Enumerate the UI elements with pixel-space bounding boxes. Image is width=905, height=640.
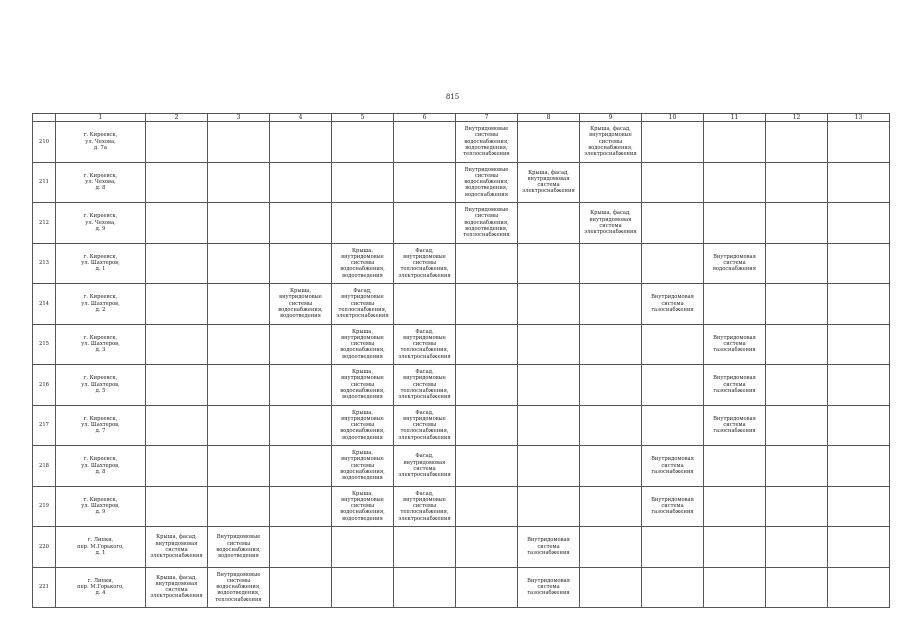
work-text: Внутридомовая система газоснабжения — [713, 375, 756, 394]
work-cell — [580, 567, 642, 608]
work-cell — [766, 203, 828, 244]
work-cell — [766, 567, 828, 608]
address-text: г. Киреевск, ул. Чехова, д. 9 — [83, 213, 118, 232]
work-cell — [394, 122, 456, 163]
address-cell — [56, 243, 146, 284]
work-cell — [456, 243, 518, 284]
work-cell — [828, 122, 890, 163]
work-cell — [146, 162, 208, 203]
table-row — [33, 122, 890, 163]
work-cell — [642, 243, 704, 284]
work-cell — [828, 486, 890, 527]
work-text: Крыша, фасад, внутридомовая система электроснабжения — [150, 574, 203, 600]
work-cell — [332, 203, 394, 244]
work-cell — [394, 446, 456, 487]
work-cell — [146, 203, 208, 244]
work-cell — [828, 203, 890, 244]
work-cell — [766, 284, 828, 325]
work-cell — [704, 486, 766, 527]
table-row — [33, 527, 890, 568]
work-cell — [828, 405, 890, 446]
work-cell — [456, 446, 518, 487]
work-cell — [518, 405, 580, 446]
address-cell — [56, 324, 146, 365]
work-cell — [146, 527, 208, 568]
table-row — [33, 203, 890, 244]
work-cell — [270, 324, 332, 365]
work-cell — [642, 324, 704, 365]
address-text: г. Киреевск, ул. Шахтеров, д. 2 — [81, 294, 120, 313]
work-text: Внутридомовая система газоснабжения — [527, 537, 570, 556]
work-cell — [642, 527, 704, 568]
work-cell — [270, 527, 332, 568]
work-cell — [270, 284, 332, 325]
work-cell — [270, 203, 332, 244]
work-cell — [146, 405, 208, 446]
work-cell — [456, 122, 518, 163]
address-text: г. Киреевск, ул. Шахтеров, д. 7 — [81, 415, 120, 435]
work-cell — [642, 567, 704, 608]
work-text: Фасад, внутридомовые системы теплоснабжения, электроснабжения — [398, 247, 451, 279]
work-cell — [208, 122, 270, 163]
work-cell — [146, 567, 208, 608]
table-row — [33, 486, 890, 527]
table-body — [33, 122, 890, 608]
work-cell — [642, 162, 704, 203]
work-text: Крыша, внутридомовые системы водоснабжения, водоотведения — [340, 490, 385, 522]
work-cell — [146, 486, 208, 527]
work-cell — [208, 284, 270, 325]
work-text: Фасад, внутридомовые системы теплоснабжения, электроснабжения — [398, 328, 451, 360]
work-text: Крыша, внутридомовые системы водоснабжения, водоотведения — [278, 288, 323, 320]
work-cell — [332, 446, 394, 487]
work-cell — [828, 284, 890, 325]
work-cell — [642, 365, 704, 406]
work-cell — [394, 486, 456, 527]
work-text: Внутридомовая система газоснабжения — [651, 456, 694, 475]
work-cell — [394, 162, 456, 203]
column-header: 1 — [56, 114, 146, 122]
page-number: 815 — [445, 93, 460, 101]
row-number: 219 — [33, 486, 56, 527]
work-cell — [394, 203, 456, 244]
work-text: Крыша, фасад, внутридомовая система электроснабжения — [522, 169, 575, 195]
work-cell — [146, 284, 208, 325]
work-cell — [518, 122, 580, 163]
address-text: г. Киреевск, ул. Шахтеров, д. 8 — [81, 456, 120, 475]
work-cell — [394, 567, 456, 608]
work-text: Фасад, внутридомовые системы теплоснабжения, электроснабжения — [398, 490, 451, 522]
work-cell — [580, 365, 642, 406]
work-cell — [828, 162, 890, 203]
address-cell — [56, 527, 146, 568]
row-number: 220 — [33, 527, 56, 568]
work-cell — [828, 446, 890, 487]
work-cell — [642, 284, 704, 325]
work-text: Фасад, внутридомовая система электроснабжения — [398, 453, 451, 478]
work-cell — [270, 567, 332, 608]
work-cell — [332, 284, 394, 325]
work-text: Крыша, фасад, внутридомовая система электроснабжения — [150, 534, 203, 559]
work-cell — [518, 284, 580, 325]
work-cell — [580, 324, 642, 365]
work-text: Крыша, фасад, внутридомовые системы водоснабжения, электроснабжения — [584, 126, 637, 158]
address-cell — [56, 446, 146, 487]
work-cell — [518, 446, 580, 487]
work-cell — [332, 405, 394, 446]
work-cell — [208, 324, 270, 365]
work-cell — [704, 324, 766, 365]
work-cell — [580, 486, 642, 527]
work-text: Фасад, внутридомовые системы теплоснабжения, электроснабжения — [398, 409, 451, 441]
work-cell — [208, 446, 270, 487]
row-number: 211 — [33, 162, 56, 203]
work-cell — [270, 486, 332, 527]
work-cell — [704, 122, 766, 163]
work-cell — [704, 446, 766, 487]
work-cell — [456, 486, 518, 527]
work-cell — [270, 162, 332, 203]
work-cell — [394, 243, 456, 284]
address-cell — [56, 162, 146, 203]
work-cell — [394, 324, 456, 365]
work-cell — [704, 162, 766, 203]
work-cell — [146, 324, 208, 365]
column-header: 13 — [828, 114, 890, 122]
column-header: 2 — [146, 114, 208, 122]
address-cell — [56, 486, 146, 527]
work-cell — [332, 527, 394, 568]
work-text: Крыша, внутридомовые системы водоснабжения, водоотведения — [340, 369, 385, 401]
address-text: г. Киреевск, ул. Шахтеров, д. 1 — [81, 253, 120, 273]
row-number: 218 — [33, 446, 56, 487]
column-header: 7 — [456, 114, 518, 122]
column-header: 6 — [394, 114, 456, 122]
work-text: Крыша, фасад, внутридомовая система электроснабжения — [584, 210, 637, 235]
work-cell — [208, 405, 270, 446]
work-cell — [208, 243, 270, 284]
work-cell — [146, 243, 208, 284]
work-cell — [208, 527, 270, 568]
address-text: г. Киреевск, ул. Чехова, д. 8 — [83, 172, 118, 192]
work-cell — [518, 365, 580, 406]
repair-schedule-table — [32, 113, 890, 608]
work-cell — [332, 365, 394, 406]
table-row — [33, 284, 890, 325]
work-text: Крыша, внутридомовые системы водоснабжения, водоотведения — [340, 247, 385, 279]
work-cell — [270, 405, 332, 446]
work-cell — [766, 486, 828, 527]
address-cell — [56, 203, 146, 244]
work-cell — [704, 203, 766, 244]
work-cell — [146, 122, 208, 163]
work-cell — [332, 243, 394, 284]
work-cell — [518, 203, 580, 244]
work-cell — [146, 446, 208, 487]
work-cell — [394, 365, 456, 406]
work-text: Внутридомовая система газоснабжения — [651, 294, 694, 313]
address-text: г. Липки, пер. М.Горького, д. 4 — [77, 577, 124, 597]
work-cell — [518, 324, 580, 365]
work-cell — [518, 486, 580, 527]
work-cell — [828, 365, 890, 406]
work-text: Внутридомовые системы водоснабжения, водоотведения, теплоснабжения — [215, 571, 262, 603]
work-text: Фасад, внутридомовые системы теплоснабжения, электроснабжения — [336, 288, 389, 320]
column-header: 8 — [518, 114, 580, 122]
work-cell — [766, 405, 828, 446]
table-row — [33, 405, 890, 446]
address-cell — [56, 122, 146, 163]
work-cell — [394, 527, 456, 568]
header-row — [33, 114, 890, 122]
work-cell — [580, 162, 642, 203]
work-cell — [394, 284, 456, 325]
address-text: г. Киреевск, ул. Шахтеров, д. 3 — [81, 334, 120, 354]
work-cell — [580, 284, 642, 325]
table-row — [33, 324, 890, 365]
row-number: 213 — [33, 243, 56, 284]
row-number: 212 — [33, 203, 56, 244]
work-cell — [518, 527, 580, 568]
address-text: г. Киреевск, ул. Шахтеров, д. 9 — [81, 496, 120, 516]
work-cell — [642, 203, 704, 244]
work-cell — [766, 324, 828, 365]
work-text: Крыша, внутридомовые системы водоснабжения, водоотведения — [340, 328, 385, 360]
work-cell — [828, 243, 890, 284]
column-header-num — [33, 114, 56, 122]
table-row — [33, 567, 890, 608]
work-cell — [518, 162, 580, 203]
work-cell — [704, 567, 766, 608]
work-cell — [518, 243, 580, 284]
work-cell — [580, 203, 642, 244]
work-cell — [704, 527, 766, 568]
work-cell — [270, 365, 332, 406]
work-cell — [518, 567, 580, 608]
address-cell — [56, 567, 146, 608]
address-cell — [56, 284, 146, 325]
work-text: Внутридомовая система водоснабжения — [713, 253, 756, 273]
work-cell — [270, 122, 332, 163]
row-number: 214 — [33, 284, 56, 325]
address-cell — [56, 365, 146, 406]
work-text: Внутридомовые системы водоснабжения, водоотведения — [216, 534, 261, 559]
work-cell — [270, 243, 332, 284]
row-number: 215 — [33, 324, 56, 365]
work-cell — [456, 162, 518, 203]
work-text: Внутридомовые системы водоснабжения, водоотведения, теплоснабжения — [463, 126, 510, 158]
work-cell — [332, 122, 394, 163]
work-text: Внутридомовая система газоснабжения — [651, 496, 694, 516]
work-cell — [332, 486, 394, 527]
work-cell — [208, 486, 270, 527]
work-text: Фасад, внутридомовые системы теплоснабжения, электроснабжения — [398, 369, 451, 401]
work-cell — [208, 203, 270, 244]
work-cell — [580, 405, 642, 446]
row-number: 210 — [33, 122, 56, 163]
work-cell — [208, 365, 270, 406]
work-text: Внутридомовая система газоснабжения — [713, 415, 756, 435]
work-cell — [208, 162, 270, 203]
table-row — [33, 446, 890, 487]
column-header: 12 — [766, 114, 828, 122]
column-header: 5 — [332, 114, 394, 122]
table-row — [33, 162, 890, 203]
work-cell — [580, 122, 642, 163]
work-cell — [580, 446, 642, 487]
row-number: 221 — [33, 567, 56, 608]
work-cell — [828, 527, 890, 568]
work-cell — [766, 122, 828, 163]
work-text: Внутридомовая система газоснабжения — [527, 577, 570, 597]
work-cell — [642, 405, 704, 446]
work-cell — [208, 567, 270, 608]
work-cell — [766, 527, 828, 568]
work-cell — [270, 446, 332, 487]
column-header: 3 — [208, 114, 270, 122]
work-cell — [394, 405, 456, 446]
row-number: 216 — [33, 365, 56, 406]
address-text: г. Липки, пер. М.Горького, д. 1 — [77, 537, 124, 556]
table-row — [33, 365, 890, 406]
work-cell — [456, 284, 518, 325]
column-header: 9 — [580, 114, 642, 122]
work-cell — [332, 162, 394, 203]
column-header: 10 — [642, 114, 704, 122]
work-text: Крыша, внутридомовые системы водоснабжения, водоотведения — [340, 450, 385, 482]
work-cell — [766, 365, 828, 406]
work-cell — [642, 486, 704, 527]
work-cell — [580, 527, 642, 568]
work-cell — [332, 567, 394, 608]
work-cell — [704, 284, 766, 325]
work-cell — [456, 203, 518, 244]
work-cell — [828, 567, 890, 608]
work-cell — [332, 324, 394, 365]
work-cell — [766, 446, 828, 487]
work-text: Крыша, внутридомовые системы водоснабжения, водоотведения — [340, 409, 385, 441]
work-cell — [704, 405, 766, 446]
work-text: Внутридомовые системы водоснабжения, водоотведения, теплоснабжения — [463, 207, 510, 239]
row-number: 217 — [33, 405, 56, 446]
work-cell — [146, 365, 208, 406]
address-text: г. Киреевск, ул. Чехова, д. 7а — [83, 132, 118, 151]
work-cell — [828, 324, 890, 365]
table-row — [33, 243, 890, 284]
work-cell — [580, 243, 642, 284]
work-cell — [642, 446, 704, 487]
column-header: 4 — [270, 114, 332, 122]
work-text: Внутридомовая система газоснабжения — [713, 334, 756, 354]
work-cell — [704, 243, 766, 284]
work-text: Внутридомовые системы водоснабжения, водоотведения, водоснабжения — [464, 166, 509, 198]
work-cell — [456, 365, 518, 406]
work-cell — [704, 365, 766, 406]
work-cell — [766, 162, 828, 203]
work-cell — [456, 567, 518, 608]
work-cell — [456, 527, 518, 568]
work-cell — [766, 243, 828, 284]
work-cell — [642, 122, 704, 163]
work-cell — [456, 405, 518, 446]
work-cell — [456, 324, 518, 365]
address-text: г. Киреевск, ул. Шахтеров, д. 5 — [81, 375, 120, 394]
address-cell — [56, 405, 146, 446]
column-header: 11 — [704, 114, 766, 122]
